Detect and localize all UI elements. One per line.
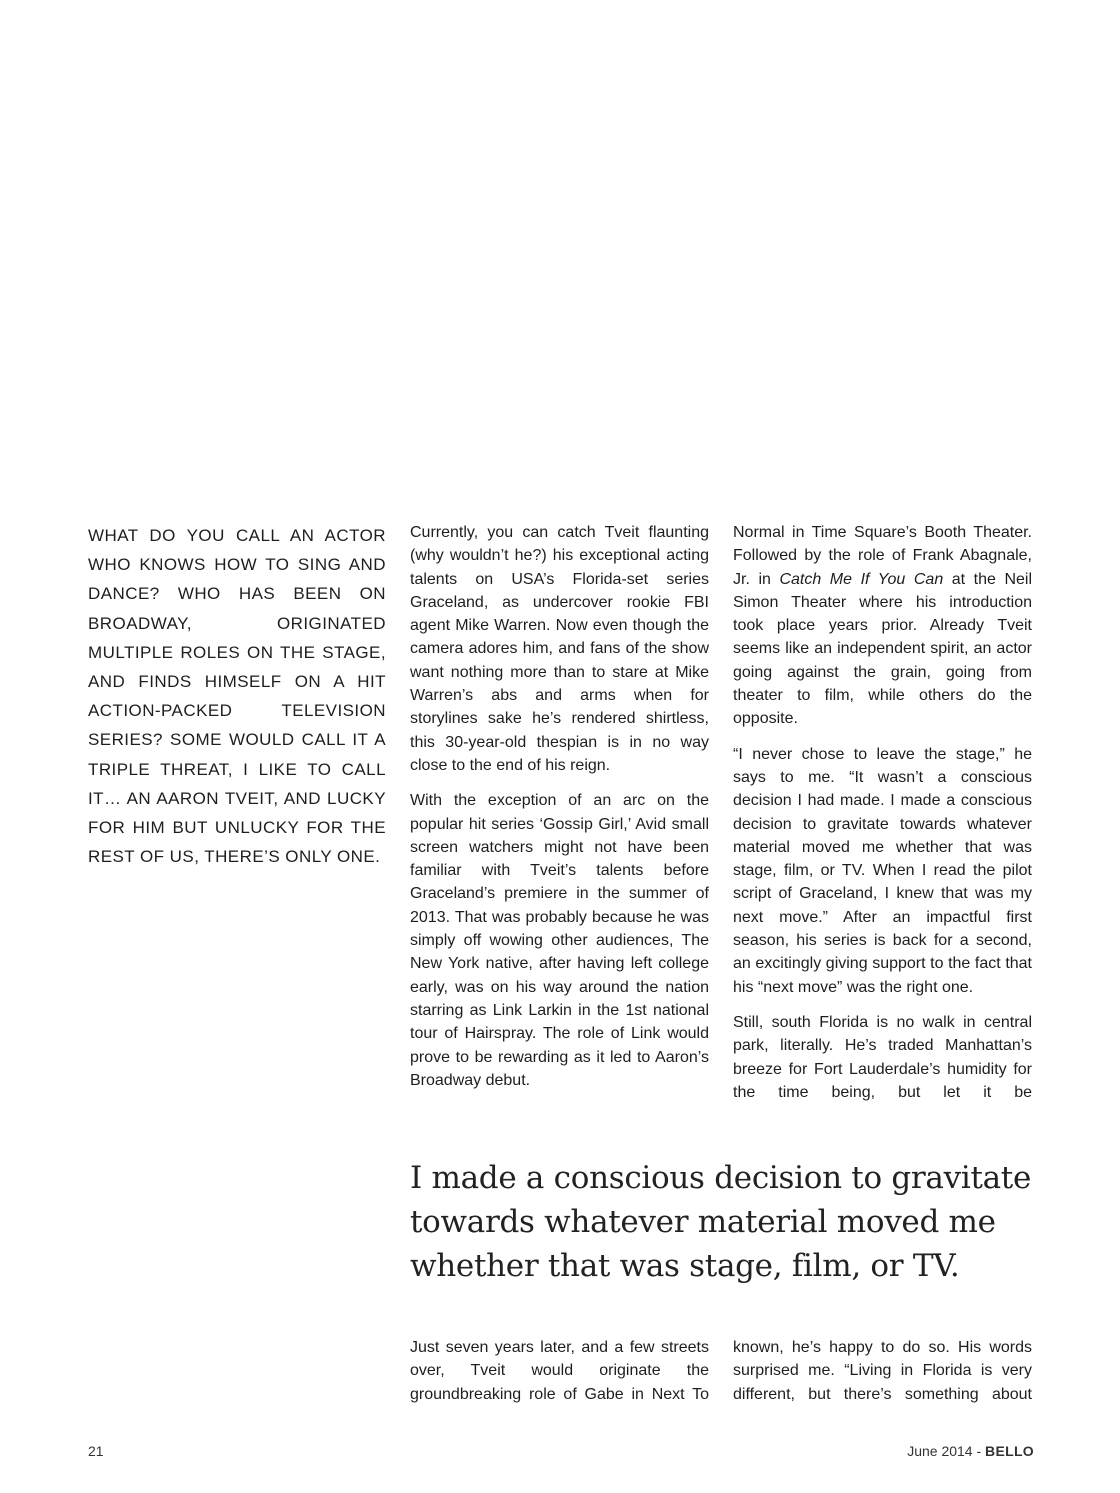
body-text: at the Neil Simon Theater where his introduction took place years prior. Already Tveit seems like an independent spirit, an actor going against the grain, going from theater to film, while others do the opposite. xyxy=(733,570,1033,728)
pull-quote: I made a conscious decision to gravitate towards whatever material moved me whether that was stage, film, or TV. xyxy=(410,1160,1031,1284)
page-number: 21 xyxy=(88,1443,104,1459)
body-paragraph: Still, south Florida is no walk in central park, literally. He’s traded Manhattan’s breeze for Fort Lauderdale’s humidity for the time being, but let it be xyxy=(733,1013,1032,1101)
body-paragraph: Just seven years later, and a few streets over, Tveit would originate the groundbreaking role of Gabe in Next To xyxy=(410,1339,709,1403)
footer-issue-credit xyxy=(907,1443,1034,1459)
body-paragraph: known, he’s happy to do so. His words surprised me. “Living in Florida is very different, but there’s something about xyxy=(733,1339,1032,1403)
intro-paragraph: WHAT DO YOU CALL AN ACTOR WHO KNOWS HOW TO SING AND DANCE? WHO HAS BEEN ON BROADWAY, ORIGINATED MULTIPLE ROLES ON THE STAGE, AND FINDS HIMSELF ON A HIT ACTION-PACKED TELEVISION SERIES? SOME WOULD CALL IT A TRIPLE THREAT, I LIKE TO CALL IT… AN AARON TVEIT, AND LUCKY FOR HIM BUT UNLUCKY FOR THE REST OF US, THERE’S ONLY ONE. xyxy=(88,526,386,867)
article-column-middle xyxy=(410,521,709,1104)
body-paragraph: “I never chose to leave the stage,” he says to me. “It wasn’t a conscious decision I had made. I made a conscious decision to gravitate towards whatever material moved me whether that was stage, film, or TV. When I read the pilot script of Graceland, I knew that was my next move.” After an impactful first season, his series is back for a second, an excitingly giving support to the fact that his “next move” was the right one. xyxy=(733,745,1032,996)
article-column-right xyxy=(733,521,1032,1116)
show-title: Catch Me If You Can xyxy=(779,570,944,588)
body-text: Normal in Time Square’s Booth Theater. Followed by the role of Frank Abagnale, Jr. in xyxy=(733,524,1032,588)
body-paragraph: Currently, you can catch Tveit flaunting (why wouldn’t he?) his exceptional acting talents on USA’s Florida-set series Graceland, as undercover rookie FBI agent Mike Warren. Now even though the camera adores him, and fans of the show want nothing more than to stare at Mike Warren’s abs and arms when for storylines sake he’s rendered shirtless, this 30-year-old thespian is in no way close to the end of his reign. xyxy=(410,524,709,774)
article-column-right-bottom xyxy=(733,1336,1032,1418)
article-column-middle-bottom xyxy=(410,1336,709,1418)
body-paragraph: With the exception of an arc on the popular hit series ‘Gossip Girl,’ Avid small screen watchers might not have been familiar with Tveit’s talents before Graceland’s premiere in the summer of 2013. That was probably because he was simply off wowing other audiences, The New York native, after having left college early, was on his way around the nation starring as Link Larkin in the 1st national tour of Hairspray. The role of Link would prove to be rewarding as it led to Aaron’s Broadway debut. xyxy=(410,792,709,1089)
body-paragraph xyxy=(733,521,1032,731)
issue-date: June 2014 - xyxy=(907,1443,986,1459)
magazine-brand: BELLO xyxy=(985,1443,1034,1459)
